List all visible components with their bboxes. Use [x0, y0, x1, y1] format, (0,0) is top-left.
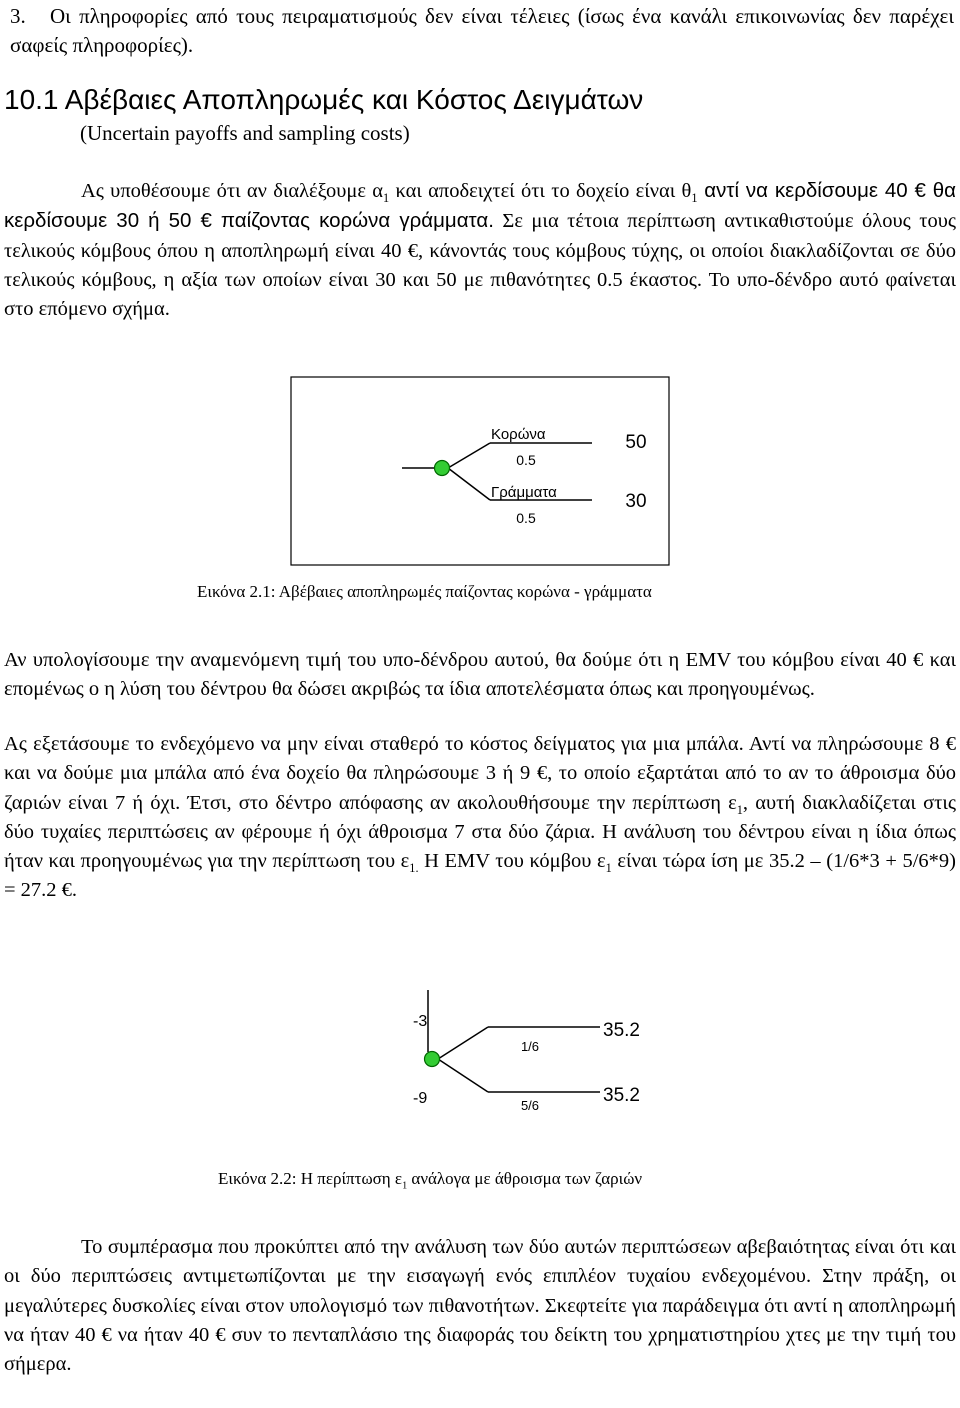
figure-1-bottom-label: Γράμματα: [491, 484, 557, 501]
figure-1-top-label: Κορώνα: [491, 426, 546, 443]
figure-1-frame: [291, 377, 669, 565]
list-item-3: [10, 2, 954, 60]
figure-2-branch-top-edge: [438, 1027, 488, 1059]
figure-2-chance-node: [425, 1052, 440, 1067]
figure-2-branch-bottom-edge: [438, 1059, 488, 1092]
figure-1-bottom-value: 30: [625, 491, 647, 512]
paragraph-2: Αν υπολογίσουμε την αναμενόμενη τιμή του υπο-δένδρου αυτού, θα δούμε ότι η EMV του κόμβου είναι 40 € και επομένως ο η λύση του δέντρου θα δώσει ακριβώς τα ίδια αποτελέσματα όπως και προηγουμένως.: [4, 649, 956, 701]
section-title: 10.1 Αβέβαιες Αποπληρωμές και Κόστος Δειγμάτων: [4, 84, 644, 115]
paragraph-4: Το συμπέρασμα που προκύπτει από την ανάλυση των δύο αυτών περιπτώσεων αβεβαιότητας είναι ότι και οι δύο περιπτώσεις αντιμετωπίζονται με την εισαγωγή ενός επιπλέον τυχαίου ενδεχομένου. Στην πράξη, οι μεγαλύτερες δυσκολίες είναι στον υπολογισμό των πιθανοτήτων. Σκεφτείτε για παράδειγμα ότι αντί η αποπληρωμή να ήταν 40 € να ήταν 40 € συν το πενταπλάσιο της διαφοράς του δείκτη του χρηματιστηρίου χτες με την τιμή του σήμερα.: [4, 1236, 956, 1376]
figure-2-top-cost: -3: [413, 1013, 428, 1030]
figure-1-top-prob: 0.5: [516, 452, 536, 468]
figure-1-bottom-prob: 0.5: [516, 510, 536, 526]
figure-2-top-prob: 1/6: [520, 1039, 540, 1054]
figure-2-top-value: 35.2: [603, 1020, 640, 1041]
figure-2: [340, 990, 640, 1120]
section-subtitle: (Uncertain payoffs and sampling costs): [80, 121, 410, 145]
figure-1-caption: Εικόνα 2.1: Αβέβαιες αποπληρωμές παίζοντας κορώνα - γράμματα: [197, 582, 652, 601]
figure-1-top-value: 50: [625, 432, 647, 453]
paragraph-1: Ας υποθέσουμε ότι αν διαλέξουμε $\alpha_1$ και αποδειχτεί ότι το δοχείο είναι $\theta_1$ αντί να κερδίσουμε 40 € θα κερδίσουμε 30 ή 50 € παίζοντας κορώνα γράμματα. Σε μια τέτοια περίπτωση αντικαθιστούμε όλους τους τελικούς κόμβους όπου η αποπληρωμή είναι 40 €, κάνοντάς τους κόμβους τύχης, οι οποίοι διακλαδίζονται σε δύο τελικούς κόμβους, η αξία των οποίων είναι 30 και 50 με πιθανότητες 0.5 έκαστος. Το υπο-δένδρο αυτό φαίνεται στο επόμενο σχήμα.: [4, 179, 956, 321]
list-item-text: Οι πληροφορίες από τους πειραματισμούς δεν είναι τέλειες (ίσως ένα κανάλι επικοινωνίας δεν παρέχει σαφείς πληροφορίες).: [10, 4, 954, 57]
figure-1-chance-node: [435, 461, 450, 476]
figure-2-tree: [340, 990, 640, 1120]
figure-1: [290, 376, 670, 566]
figure-1-tree: [290, 376, 670, 566]
figure-2-bottom-prob: 5/6: [520, 1098, 540, 1113]
figure-2-bottom-value: 35.2: [603, 1085, 640, 1106]
list-item-number: 3.: [10, 4, 26, 28]
figure-2-caption: Εικόνα 2.2: Η περίπτωση $\varepsilon_1$ ανάλογα με άθροισμα των ζαριών: [218, 1169, 643, 1192]
paragraph-3: Ας εξετάσουμε το ενδεχόμενο να μην είναι σταθερό το κόστος δείγματος για μια μπάλα. Αντί να πληρώσουμε 8 € και να δούμε μια μπάλα από ένα δοχείο θα πληρώσουμε 3 ή 9 €, το οποίο εξαρτάται από το αν το άθροισμα δύο ζαριών είναι 7 ή όχι. Έτσι, στο δέντρο απόφασης αν ακολουθήσουμε την περίπτωση $\varepsilon_1$, αυτή διακλαδίζεται στις δύο τυχαίες περιπτώσεις αν φέρουμε ή όχι άθροισμα 7 στα δύο ζάρια. Η ανάλυση του δέντρου είναι η ίδια όπως ήταν και προηγουμένως για την περίπτωση του $\varepsilon_{1.}$ Η EMV του κόμβου $\varepsilon_1$ είναι τώρα ίση με 35.2 – (1/6*3 + 5/6*9) = 27.2 €.: [4, 733, 957, 902]
figure-2-bottom-cost: -9: [413, 1090, 428, 1107]
